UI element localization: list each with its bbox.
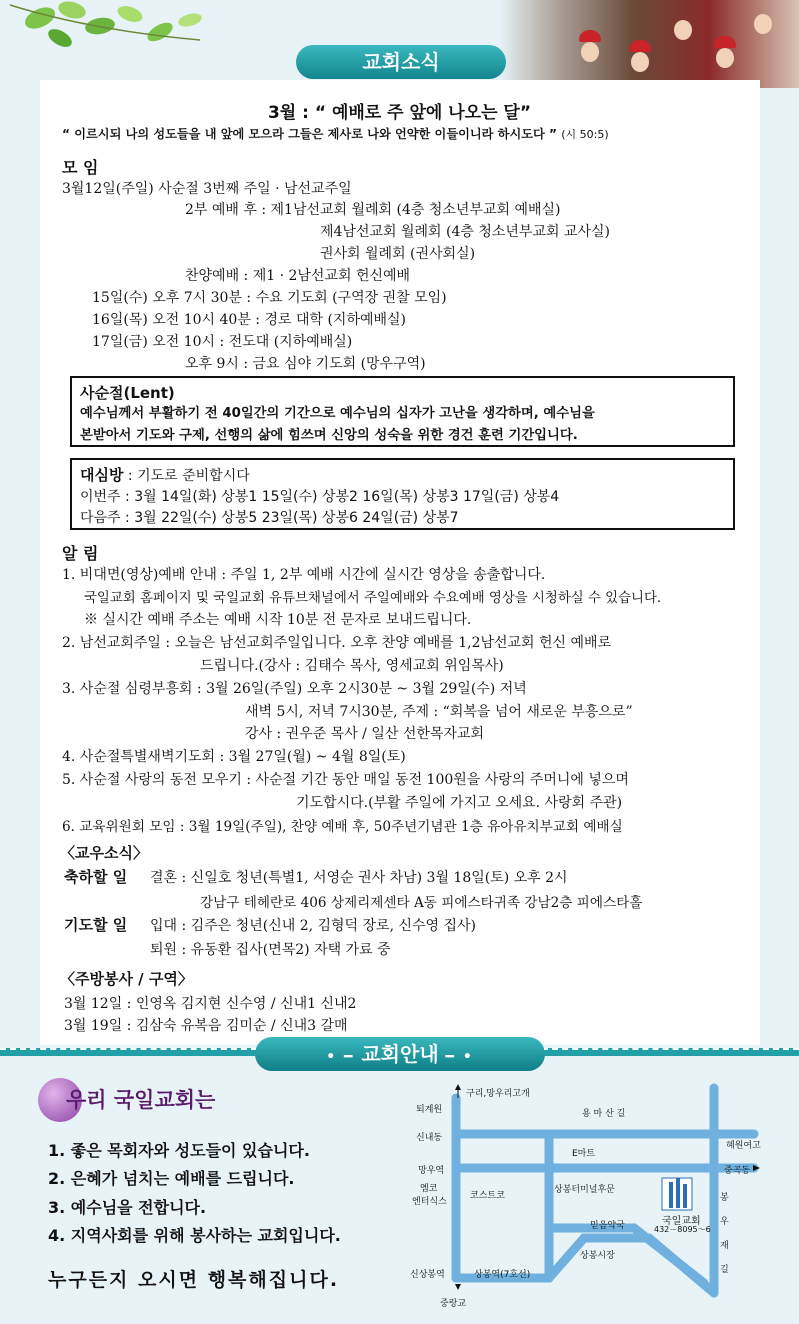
meeting-line: 2부 예배 후 : 제1남선교회 월례회 (4층 청소년부교회 예배실) [185,202,561,218]
visitation-next-week: 다음주 : 3월 22일(수) 상봉5 23일(목) 상봉6 24일(금) 상봉7 [80,510,459,526]
notice-line: 강사 : 권우준 목사 / 일산 선한목자교회 [245,726,484,742]
notice-line: 6. 교육위원회 모임 : 3월 19일(주일), 찬양 예배 후, 50주년기념관 1층 유아유치부교회 예배실 [62,819,623,835]
meetings-heading: 모 임 [62,158,99,177]
church-heading [38,1078,248,1122]
map-label: 봉 [720,1193,729,1203]
notice-line: 드립니다.(강사 : 김태수 목사, 영세교회 위임목사) [200,658,504,674]
notice-line: ※ 실시간 예배 주소는 예배 시작 10분 전 문자로 보내드립니다. [84,612,472,628]
map-label: 상봉시장 [580,1251,615,1261]
map-label: 엔터식스 [412,1197,447,1207]
meeting-line: 제4남선교회 월례회 (4층 청소년부교회 교사실) [320,224,610,240]
visitation-box [70,458,735,530]
lent-heading: 사순절(Lent) [80,384,175,402]
map-label: 구리,망우리고개 [466,1089,530,1099]
lent-box [70,376,735,447]
lent-text: 예수님께서 부활하기 전 40일간의 기간으로 예수님의 십자가 고난을 생각하며, 예수님을 [80,406,595,421]
notice-line: 3. 사순절 심령부흥회 : 3월 26일(주일) 오후 2시30분 ~ 3월 29일(수) 저녁 [62,681,527,697]
map-label: 신내동 [416,1133,443,1143]
visitation-subtitle: : 기도로 준비합시다 [123,468,250,484]
church-point: 4. 지역사회를 위해 봉사하는 교회입니다. [48,1226,341,1245]
notice-line: 5. 사순절 사랑의 동전 모우기 : 사순절 기간 동안 매일 동전 100원을 사랑의 주머니에 넣으며 [62,772,629,788]
dot-decoration-left: • ━ [326,1049,362,1065]
notice-line: 4. 사순절특별새벽기도회 : 3월 27일(월) ~ 4월 8일(토) [62,749,406,765]
prayer-line: 입대 : 김주은 청년(신내 2, 김형덕 장로, 신수영 집사) [150,918,477,934]
bible-verse [62,125,762,142]
kitchen-line: 3월 12일 : 인영옥 김지현 신수영 / 신내1 신내2 [64,996,357,1012]
verse-reference: (시 50:5) [561,128,609,141]
visitation-this-week: 이번주 : 3월 14일(화) 상봉1 15일(수) 상봉2 16일(목) 상봉3 17일(금) 상봉4 [80,489,560,505]
map-label: 재 [720,1241,729,1251]
notice-line: 국일교회 홈페이지 및 국일교회 유튜브채널에서 주일예배와 수요예배 영상을 시청하실 수 있습니다. [84,591,662,606]
notice-line: 2. 남선교회주일 : 오늘은 남선교회주일입니다. 오후 찬양 예배를 1,2남선교회 헌신 예배로 [62,635,612,651]
map-label: 코스트코 [470,1191,505,1201]
map-label: 퇴계원 [416,1105,443,1115]
prayer-label: 기도할 일 [64,916,128,934]
map-label: 길 [720,1265,729,1275]
kitchen-heading: 〈주방봉사 / 구역〉 [60,970,193,988]
map-label: 상봉역(7호선) [474,1270,531,1280]
dot-decoration-right: ━ • [438,1049,474,1065]
leaves-decoration [0,0,230,80]
verse-text: “ 이르시되 나의 성도들을 내 앞에 모으라 그들은 제사로 나와 언약한 이들이니라 하시도다 ” [62,127,558,141]
lent-text: 본받아서 기도와 구제, 선행의 삶에 힘쓰며 신앙의 성숙을 위한 경건 훈련 기간입니다. [80,428,578,443]
notices-heading: 알 림 [62,544,99,563]
location-map [404,1078,794,1318]
map-label: 신상봉역 [410,1270,445,1280]
members-heading: 〈교우소식〉 [60,844,148,862]
map-label: 옘코 [420,1184,438,1194]
map-label: 432－8095～6 [654,1225,711,1234]
map-label: 혜원여고 [726,1141,761,1151]
page-title: 교회소식 [296,45,506,79]
church-point: 3. 예수님을 전합니다. [48,1198,207,1217]
notice-line: 기도합시다.(부활 주일에 가지고 오세요. 사랑회 주관) [296,795,623,811]
congrats-label: 축하할 일 [64,868,128,886]
meeting-line: 3월12일(주일) 사순절 3번째 주일 · 남선교주일 [62,181,352,197]
meeting-line: 오후 9시 : 금요 심야 기도회 (망우구역) [185,356,426,372]
welcome-text: 누구든지 오시면 행복해집니다. [48,1269,340,1291]
map-label: 용 마 산 길 [582,1109,626,1119]
prayer-line: 퇴원 : 유동환 집사(면목2) 자택 가료 중 [150,942,391,958]
church-point: 2. 은혜가 넘치는 예배를 드립니다. [48,1169,295,1188]
map-label: E마트 [572,1149,596,1159]
meeting-line: 15일(수) 오후 7시 30분 : 수요 기도회 (구역장 권찰 모임) [92,290,447,306]
guide-title [255,1037,545,1071]
map-label: 우 [720,1217,729,1227]
christmas-choir-photo [499,0,799,88]
meeting-line: 권사회 월례회 (권사회실) [320,246,476,262]
map-label: 국일교회 [662,1216,701,1227]
map-label: 중랑교 [440,1299,467,1309]
month-theme: 3월 : “ 예배로 주 앞에 나오는 달” [267,103,532,123]
congrats-line: 강남구 테헤란로 406 상제리제센타 A동 피에스타귀족 강남2층 피에스타홀 [200,895,643,911]
congrats-line: 결혼 : 신일호 청년(특별1, 서영순 권사 차남) 3월 18일(토) 오후 2시 [150,870,568,886]
meeting-line: 찬양예배 : 제1 · 2남선교회 헌신예배 [185,268,411,284]
meeting-line: 16일(목) 오전 10시 40분 : 경로 대학 (지하예배실) [92,312,407,328]
map-label: 망우역 [418,1166,445,1176]
notice-line: 새벽 5시, 저녁 7시30분, 주제 : “회복을 넘어 새로운 부흥으로” [245,704,633,720]
church-heading-text: 우리 국일교회는 [66,1088,216,1112]
church-point: 1. 좋은 목회자와 성도들이 있습니다. [48,1141,310,1160]
visitation-heading: 대심방 [80,466,124,484]
kitchen-line: 3월 19일 : 김삼숙 유복음 김미순 / 신내3 갈매 [64,1018,348,1034]
map-label: 믿음약국 [590,1221,625,1231]
map-label: 상봉터미널후문 [554,1185,615,1195]
notice-line: 1. 비대면(영상)예배 안내 : 주일 1, 2부 예배 시간에 실시간 영상을 송출합니다. [62,567,546,583]
guide-title-text: 교회안내 [361,1042,439,1066]
map-label: 중곡동 [724,1166,751,1176]
meeting-line: 17일(금) 오전 10시 : 전도대 (지하예배실) [92,334,353,350]
